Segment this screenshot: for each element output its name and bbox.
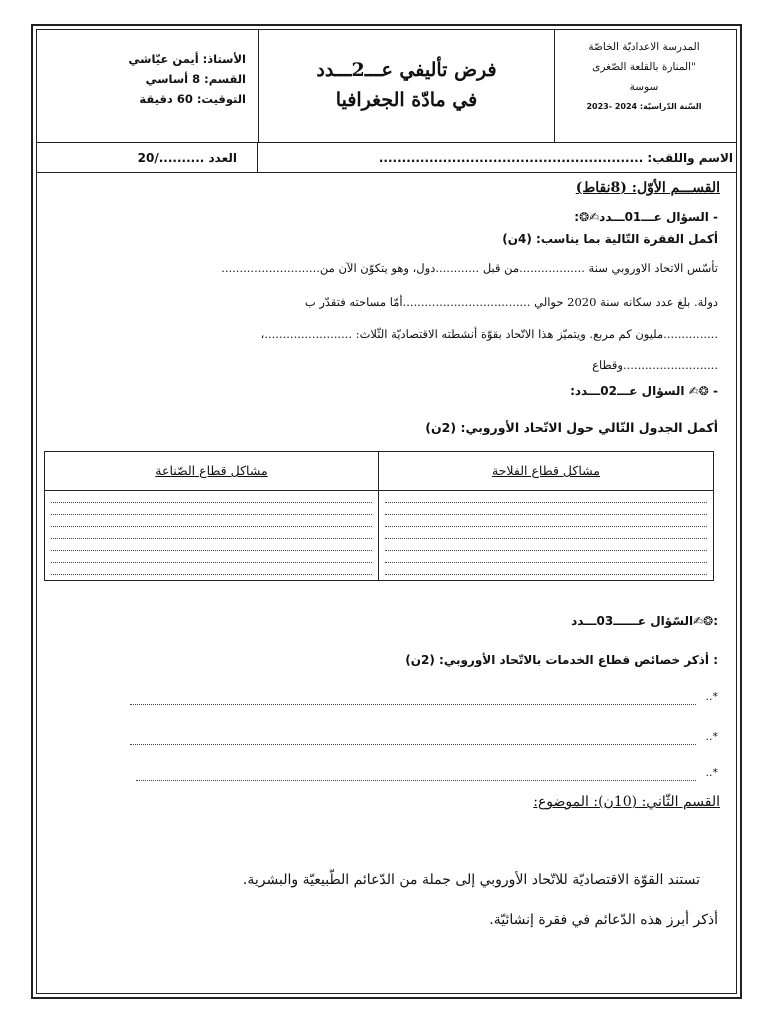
agriculture-header: مشاكل قطاع الفلاحة [379,452,713,491]
section1-title: القســـم الأوّل: (8نقاط) [575,180,720,196]
school-info [554,29,737,143]
q2-title: - ❂✍ السؤال عـــ02ـــدد: [570,384,718,398]
q1-line-4: ..........................وقطاع [592,358,718,372]
q3-answer-line-1[interactable] [130,704,696,705]
exam-header [36,29,737,143]
industry-answer-line[interactable] [51,527,372,539]
school-name: المدرسة الاعداديّة الخاصّة [588,41,700,53]
school-location: "المنارة بالقلعة الصّغرى [592,61,696,73]
industry-answer-line[interactable] [51,551,372,563]
class-level: القسم: 8 أساسي [145,72,246,86]
teacher-name: الأستاذ: أيمن عيّاشي [128,52,246,66]
q1-title: - السؤال عـــ01ـــدد✍❂: [574,210,718,224]
q1-line-3: ...............مليون كم مربع. ويتميّز هذا الاتّحاد بقوّة أنشطته الاقتصاديّة الثّلاث: ........................، [260,327,718,341]
industry-answer-line[interactable] [51,503,372,515]
industry-answer-line[interactable] [51,563,372,575]
agriculture-answer-line[interactable] [385,527,707,539]
q3-answer-line-3[interactable] [136,780,696,781]
problems-table [44,451,714,581]
industry-column [45,452,379,580]
industry-answer-line[interactable] [51,491,372,503]
q3-answer-line-2[interactable] [130,744,696,745]
exam-title-block [258,29,554,143]
q1-line-2: دولة. بلغ عدد سكانه سنة 2020 حوالي ...................................أمّا مساحته فتقدّر ب [304,295,718,309]
industry-header: مشاكل قطاع الصّناعة [45,452,378,491]
q1-line-1: تأسّس الاتحاد الاوروبي سنة ..................من قبل ............دول، وهو يتكوّن الآن من........................... [221,261,718,275]
essay-prompt-line-1: تستند القوّة الاقتصاديّة للاتّحاد الأوروبي إلى جملة من الدّعائم الطّبيعيّة والبشرية. [242,872,700,888]
industry-answer-line[interactable] [51,539,372,551]
q3-bullet-3: *.. [705,766,718,779]
agriculture-column [379,452,713,580]
exam-subject: في مادّة الجغرافيا [335,89,478,111]
industry-answer-line[interactable] [51,515,372,527]
q1-instruction: أكمل الفقرة التّالية بما يناسب: (4ن) [502,232,718,246]
q3-instruction: : أذكر خصائص قطاع الخدمات بالاتّحاد الأوروبي: (2ن) [405,653,718,667]
agriculture-answer-line[interactable] [385,563,707,575]
school-year: السّنة الدّراسيّة: 2024 -2023 [586,102,702,111]
agriculture-answer-line[interactable] [385,551,707,563]
essay-prompt-line-2: أذكر أبرز هذه الدّعائم في فقرة إنشائيّة. [489,912,718,928]
agriculture-answer-line[interactable] [385,503,707,515]
exam-title: فرض تأليفي عـــ2ـــدد [316,59,497,81]
q3-bullet-1: *.. [705,690,718,703]
q3-bullet-2: *.. [705,730,718,743]
agriculture-answer-line[interactable] [385,515,707,527]
student-name-field: الاسم واللقب: .......................................................... [378,151,733,165]
q2-instruction: أكمل الجدول التّالي حول الاتّحاد الأوروبي: (2ن) [425,420,718,435]
q3-title: :❂✍السّؤال عــــــ03ـــدد [571,614,718,628]
student-info-row [36,143,737,173]
section2-title: القسم الثّاني: (10ن): الموضوع: [533,794,720,810]
grade-field: العدد ........../20 [36,143,258,173]
teacher-info [36,29,258,143]
agriculture-answer-line[interactable] [385,539,707,551]
school-city: سوسة [629,81,659,93]
agriculture-answer-line[interactable] [385,491,707,503]
exam-duration: التوقيت: 60 دقيقة [139,92,246,106]
